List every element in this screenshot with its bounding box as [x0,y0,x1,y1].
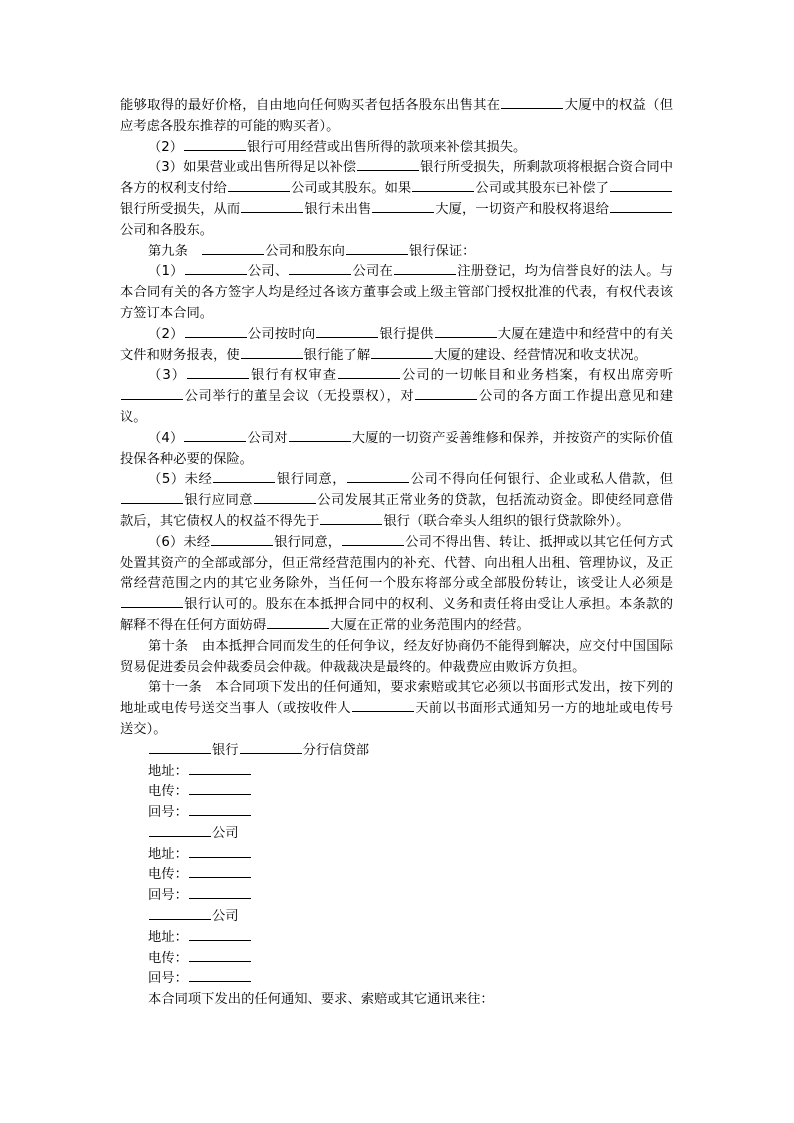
telex-line: 电传： [120,949,673,970]
blank-line [189,960,251,962]
blank-line [121,606,183,608]
blank-line [149,835,211,837]
article-10: 第十条 由本抵押合同而发生的任何争议，经友好协商仍不能得到解决，应交付中国国际贸易促进委员会仲裁委员会仲裁。仲裁裁决是最终的。仲裁费应由败诉方负担。 [120,638,673,675]
reply-line: 回号： [120,886,673,907]
blank-line [202,253,264,255]
telex-line: 电传： [120,782,673,803]
blank-line [501,107,563,109]
bank-recipient: 银行 分行信贷部 [120,741,673,762]
clause-item-2: （2） 银行可用经营或出售所得的款项来补偿其损失。 [148,139,527,155]
blank-line [189,793,251,795]
address-line: 地址： [120,845,673,866]
blank-line [121,398,183,400]
address-line: 地址： [120,928,673,949]
reply-line: 回号： [120,803,673,824]
blank-line [189,856,251,858]
blank-line [149,752,211,754]
blank-line [352,710,414,712]
telex-line: 电传： [120,865,673,886]
blank-line [412,190,474,192]
blank-line [394,273,456,275]
blank-line [371,357,433,359]
blank-line [415,398,477,400]
blank-line [610,190,672,192]
paragraph-continuation: 能够取得的最好价格，自由地向任何购买者包括各股东出售其在 大厦中的权益（但应考虑各股东推荐的可能的购买者）。 [120,98,674,134]
blank-line [189,814,251,816]
contract-body [120,96,673,1011]
reply-line: 回号： [120,969,673,990]
article-11: 第十一条 本合同项下发出的任何通知，要求索赔或其它必须以书面形式发出，按下列的地址或电传号送交当事人（或按收件人 天前以书面形式通知另一方的地址或电传号送交）。 [120,680,674,737]
article-9-item-6: （6）未经 银行同意， 公司不得出售、转让、抵押或以其它任何方式处置其资产的全部或部分，但正常经营范围内的补充、代替、向出租人出租、管理协议，及正常经营范围之内的其它业务除外，当任何一个股东将部分或全部股份转让，该受让人必须是银行认可的。股东在本抵押合同中的权利、义务和责任将由受让人承担。本条款的解释不得在任何方面妨碍 大厦在正常的业务范围内的经营。 [120,534,674,633]
blank-line [267,627,329,629]
blank-line [372,211,434,213]
article-9-item-3: （3） 银行有权审查 公司的一切帐目和业务档案，有权出席旁听公司举行的董呈会议（无投票权），对 公司的各方面工作提出意见和建议。 [120,368,674,425]
blank-line [610,211,672,213]
company-recipient-2: 公司 [120,907,673,928]
blank-line [189,876,251,878]
blank-line [189,773,251,775]
blank-line [289,440,351,442]
clause-item-3: （3）如果营业或出售所得足以补偿 银行所受损失，所剩款项将根据合资合同中各方的权利支付给 公司或其股东。如果 公司或其股东已补偿了银行所受损失，从而 银行未出售 大厦，一切资产和股权将退给公司和各股东。 [120,160,674,238]
blank-line [185,273,247,275]
blank-line [357,169,419,171]
article-9-item-2: （2） 公司按时向 银行提供 大厦在建造中和经营中的有关文件和财务报表，使 银行能了解 大厦的建设、经营情况和收支状况。 [120,326,674,363]
blank-line [347,481,409,483]
blank-line [435,336,497,338]
blank-line [228,190,290,192]
blank-line [211,544,273,546]
blank-line [254,502,316,504]
address-line: 地址： [120,762,673,783]
blank-line [184,149,246,151]
blank-line [240,752,302,754]
blank-line [189,939,251,941]
blank-line [184,440,246,442]
blank-line [241,211,303,213]
blank-line [320,523,382,525]
blank-line [241,357,303,359]
company-recipient-1: 公司 [120,824,673,845]
final-paragraph: 本合同项下发出的任何通知、要求、索赔或其它通讯来往： [148,992,494,1008]
blank-line [185,336,247,338]
article-9-item-1: （1） 公司、 公司在 注册登记，均为信誉良好的法人。与本合同有关的各方签字人均是经过各该方董事会或上级主管部门授权批准的代表，有权代表该方签订本合同。 [120,264,674,321]
blank-line [149,918,211,920]
blank-line [346,253,408,255]
article-9-heading: 第九条 公司和股东向 银行保证： [148,243,476,259]
blank-line [189,980,251,982]
blank-line [338,377,400,379]
blank-line [289,273,351,275]
article-9-item-4: （4） 公司对 大厦的一切资产妥善维修和保养，并按资产的实际价值投保各种必要的保险。 [120,430,674,467]
blank-line [213,481,275,483]
article-9-item-5: （5）未经 银行同意， 公司不得向任何银行、企业或私人借款，但银行应同意 公司发展其正常业务的贷款，包括流动资金。即使经同意借款后，其它债权人的权益不得先于 银行（联合牵头人组织的银行贷款除外）。 [120,472,674,529]
blank-line [342,544,404,546]
blank-line [121,502,183,504]
blank-line [316,336,378,338]
blank-line [187,377,249,379]
blank-line [189,897,251,899]
